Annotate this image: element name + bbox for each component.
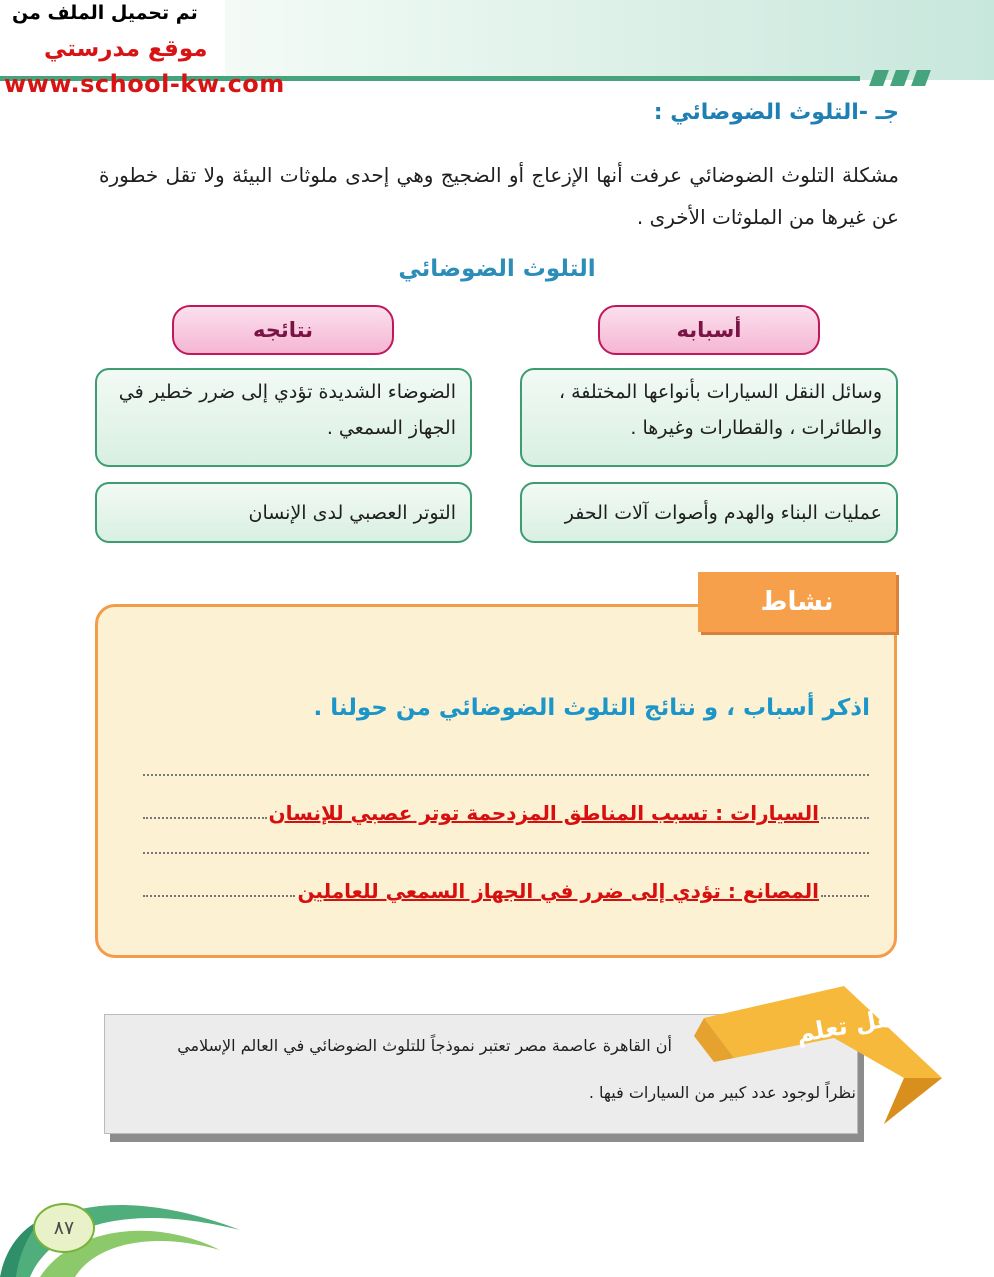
did-you-know-text: أن القاهرة عاصمة مصر تعتبر نموذجاً للتلوث الضوضائي في العالم الإسلامي (177, 1036, 672, 1055)
did-you-know-ribbon (694, 978, 944, 1126)
intro-paragraph: مشكلة التلوث الضوضائي عرفت أنها الإزعاج أو الضجيج وهي إحدى ملوثات البيئة ولا تقل خطورة عن غيرها من الملوثات الأخرى . (99, 163, 899, 229)
diagram-title: التلوث الضوضائي (398, 256, 596, 282)
causes-heading: أسبابه (598, 305, 820, 355)
section-title: جـ -التلوث الضوضائي : (653, 100, 899, 125)
answer-line-blank (143, 852, 869, 854)
effects-heading: نتائجه (172, 305, 394, 355)
activity-tab: نشاط (698, 572, 896, 632)
answer-line-blank (143, 774, 869, 776)
effect-box: الضوضاء الشديدة تؤدي إلى ضرر خطير في الجهاز السمعي . (95, 368, 472, 467)
effect-box: التوتر العصبي لدى الإنسان (95, 482, 472, 543)
activity-question: اذكر أسباب ، و نتائج التلوث الضوضائي من حولنا . (313, 695, 870, 721)
header-band (225, 0, 994, 80)
source-url-link[interactable]: www.school-kw.com (4, 70, 285, 98)
source-site-name: موقع مدرستي (44, 36, 208, 62)
did-you-know-label: هل تعلم (794, 1003, 896, 1049)
answer-text: السيارات : تسبب المناطق المزدحمة توتر عصبي للإنسان (268, 801, 819, 825)
cause-box: وسائل النقل السيارات بأنواعها المختلفة ، والطائرات ، والقطارات وغيرها . (520, 368, 898, 467)
page-number: ٨٧ (33, 1203, 95, 1253)
answer-line (143, 869, 869, 903)
activity-card (95, 604, 897, 958)
answer-line (143, 791, 869, 825)
cause-box: عمليات البناء والهدم وأصوات آلات الحفر (520, 482, 898, 543)
source-caption: تم تحميل الملف من (12, 2, 198, 24)
did-you-know-text: نظراً لوجود عدد كبير من السيارات فيها . (588, 1083, 856, 1102)
answer-text: المصانع : تؤدي إلى ضرر في الجهاز السمعي للعاملين (297, 879, 819, 903)
